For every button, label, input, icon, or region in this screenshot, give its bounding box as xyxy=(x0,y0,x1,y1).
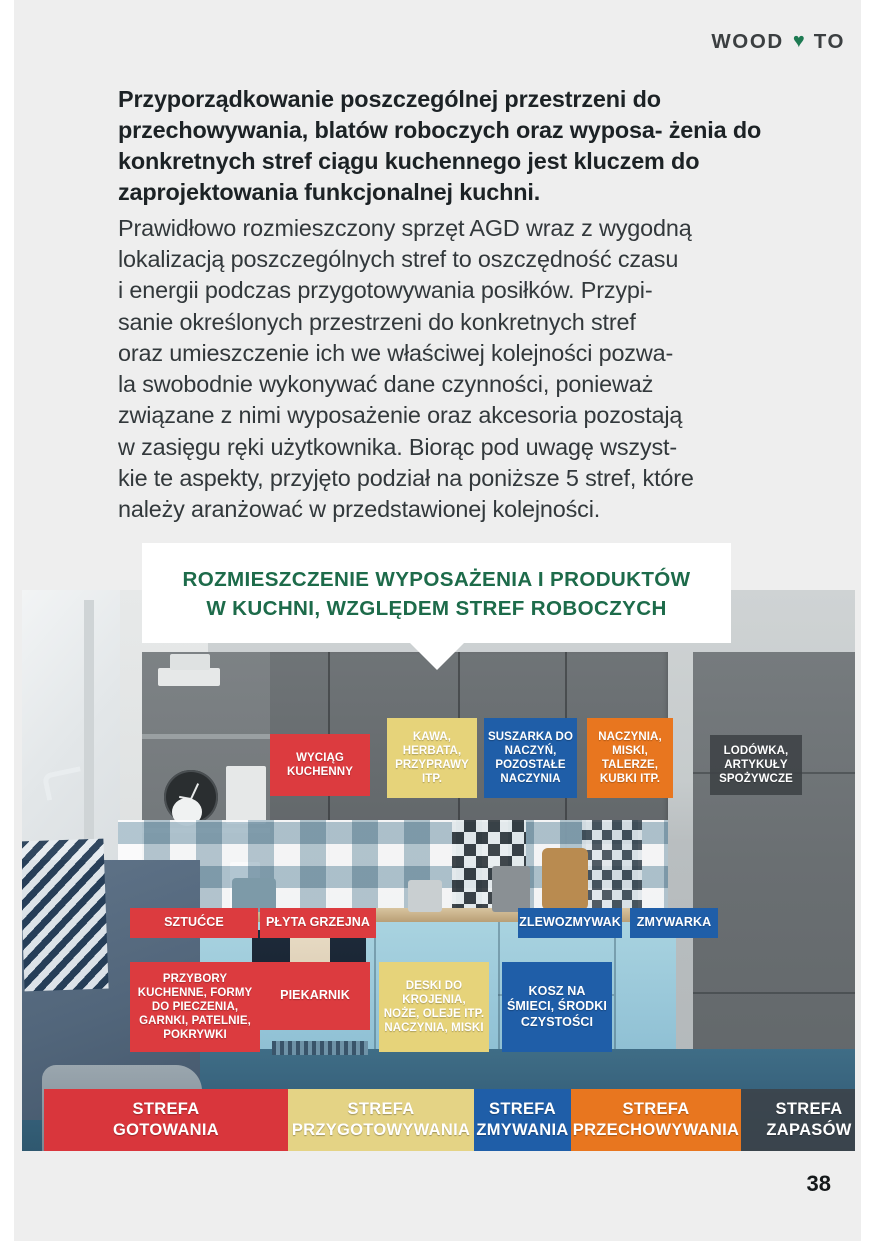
callout-banner xyxy=(142,543,731,643)
tag-label: DESKI DO KROJENIA, NOŻE, OLEJE ITP. NACZYNIA, MISKI xyxy=(383,979,485,1035)
zone-line1: STREFA xyxy=(489,1100,556,1119)
photo-counter-jar xyxy=(408,880,442,912)
callout-pointer-arrow xyxy=(409,642,465,670)
lead-line: Przyporządkowanie poszczególnej przestrzeni do xyxy=(118,86,661,112)
callout-title-line: ROZMIESZCZENIE WYPOSAŻENIA I PRODUKTÓW xyxy=(182,568,691,591)
photo-tag-przybory-kuchenne xyxy=(130,962,260,1052)
body-line: oraz umieszczenie ich we właściwej kolejności pozwa- xyxy=(118,339,674,366)
photo-tag-naczynia-miski xyxy=(587,718,673,798)
page-number: 38 xyxy=(806,1171,831,1196)
photo-cutting-board xyxy=(542,848,588,910)
brand-word-left: WOOD xyxy=(711,30,784,53)
tag-label: SUSZARKA DO NACZYŃ, POZOSTAŁE NACZYNIA xyxy=(488,730,574,786)
zone-zapasow xyxy=(741,1089,855,1151)
article-copy xyxy=(118,84,790,525)
tag-label: ZMYWARKA xyxy=(636,915,712,930)
photo-tag-wyciag-kuchenny xyxy=(270,734,370,796)
body-line: Prawidłowo rozmieszczony sprzęt AGD wraz z wygodną xyxy=(118,215,692,241)
tag-label: WYCIĄG KUCHENNY xyxy=(287,751,353,778)
zone-line2: PRZECHOWYWANIA xyxy=(572,1121,740,1139)
photo-tag-piekarnik xyxy=(260,962,370,1030)
zone-line2: GOTOWANIA xyxy=(113,1121,219,1139)
photo-tag-kosz-na-smieci xyxy=(502,962,612,1052)
photo-tag-zmywarka xyxy=(630,908,718,938)
callout-title xyxy=(160,565,713,623)
zone-line2: ZAPASÓW xyxy=(766,1121,852,1139)
tag-label: KAWA, HERBATA, PRZYPRAWY ITP. xyxy=(395,730,469,786)
zone-line1: STREFA xyxy=(347,1100,415,1119)
kitchen-photo xyxy=(22,590,855,1151)
tag-label: SZTUĆCE xyxy=(164,915,224,930)
lead-line: przechowywania, blatów roboczych oraz wyposa- xyxy=(118,117,663,143)
photo-shelf-ornament xyxy=(170,654,210,670)
zone-line1: STREFA xyxy=(132,1100,200,1119)
photo-plinth-vent xyxy=(272,1041,368,1055)
tag-label: PŁYTA GRZEJNA xyxy=(265,915,371,930)
body-line: la swobodnie wykonywać dane czynności, ponieważ xyxy=(118,371,654,398)
photo-cushion xyxy=(22,839,109,992)
photo-tag-kawa-herbata xyxy=(387,718,477,798)
tag-label: NACZYNIA, MISKI, TALERZE, KUBKI ITP. xyxy=(598,730,662,786)
photo-tag-lodowka xyxy=(710,735,802,795)
tag-label: PRZYBORY KUCHENNE, FORMY DO PIECZENIA, GARNKI, PATELNIE, POKRYWKI xyxy=(137,972,253,1042)
brand-word-right: TO xyxy=(813,30,845,53)
lead-line: żenia do konkretnych stref ciągu kuchennego jest xyxy=(118,117,762,174)
tag-label: ZLEWOZMYWAK xyxy=(519,915,621,930)
tag-label: LODÓWKA, ARTYKUŁY SPOŻYWCZE xyxy=(719,744,793,786)
photo-tag-sztucce xyxy=(130,908,258,938)
tag-label: KOSZ NA ŚMIECI, ŚRODKI CZYSTOŚCI xyxy=(506,983,608,1029)
article-body xyxy=(118,213,790,525)
zone-zmywania xyxy=(474,1089,571,1151)
body-line: związane z nimi wyposażenie oraz akcesoria pozostają xyxy=(118,402,683,429)
body-line: i energii podczas przygotowywania posiłków. Przypi- xyxy=(118,277,653,304)
article-lead xyxy=(118,84,790,208)
photo-backsplash-accent xyxy=(582,820,642,910)
photo-shelf-books xyxy=(226,766,266,824)
photo-shelf xyxy=(142,734,270,739)
zone-legend-bar xyxy=(44,1089,855,1151)
photo-tall-seam xyxy=(693,992,855,994)
body-line: sanie określonych przestrzeni do konkretnych stref xyxy=(118,308,636,335)
zone-line2: ZMYWANIA xyxy=(476,1121,569,1139)
heart-icon: ♥ xyxy=(792,30,805,53)
body-line: należy aranżować w przedstawionej kolejności. xyxy=(118,496,601,523)
photo-counter-pot xyxy=(232,878,276,912)
page-gutter-left xyxy=(0,0,14,1241)
photo-counter-canister xyxy=(492,866,530,912)
zone-przechowywania xyxy=(571,1089,741,1151)
zone-line1: STREFA xyxy=(775,1100,843,1119)
brand-logo xyxy=(711,32,845,53)
page-gutter-right xyxy=(861,0,875,1241)
body-line: w zasięgu ręki użytkownika. Biorąc pod uwagę wszyst- xyxy=(118,433,678,460)
photo-tag-suszarka-naczyn xyxy=(484,718,577,798)
zone-line2: PRZYGOTOWYWANIA xyxy=(291,1121,471,1139)
photo-tag-plyta-grzejna xyxy=(260,908,376,938)
zone-przygotowywania xyxy=(288,1089,474,1151)
zone-gotowania xyxy=(44,1089,288,1151)
photo-tag-zlewozmywak xyxy=(518,908,622,938)
body-line: kie te aspekty, przyjęto podział na poniższe 5 stref, które xyxy=(118,464,694,491)
tag-label: PIEKARNIK xyxy=(280,988,350,1003)
lead-line: kluczem do zaprojektowania funkcjonalnej kuchni. xyxy=(118,148,700,205)
photo-shelf-books xyxy=(158,668,220,686)
callout-title-line: W KUCHNI, WZGLĘDEM STREF ROBOCZYCH xyxy=(206,597,667,621)
photo-tag-deski-do-krojenia xyxy=(379,962,489,1052)
zone-line1: STREFA xyxy=(622,1100,690,1119)
body-line: lokalizacją poszczególnych stref to oszczędność czasu xyxy=(118,246,679,273)
page-bottom-strip xyxy=(0,1151,875,1241)
